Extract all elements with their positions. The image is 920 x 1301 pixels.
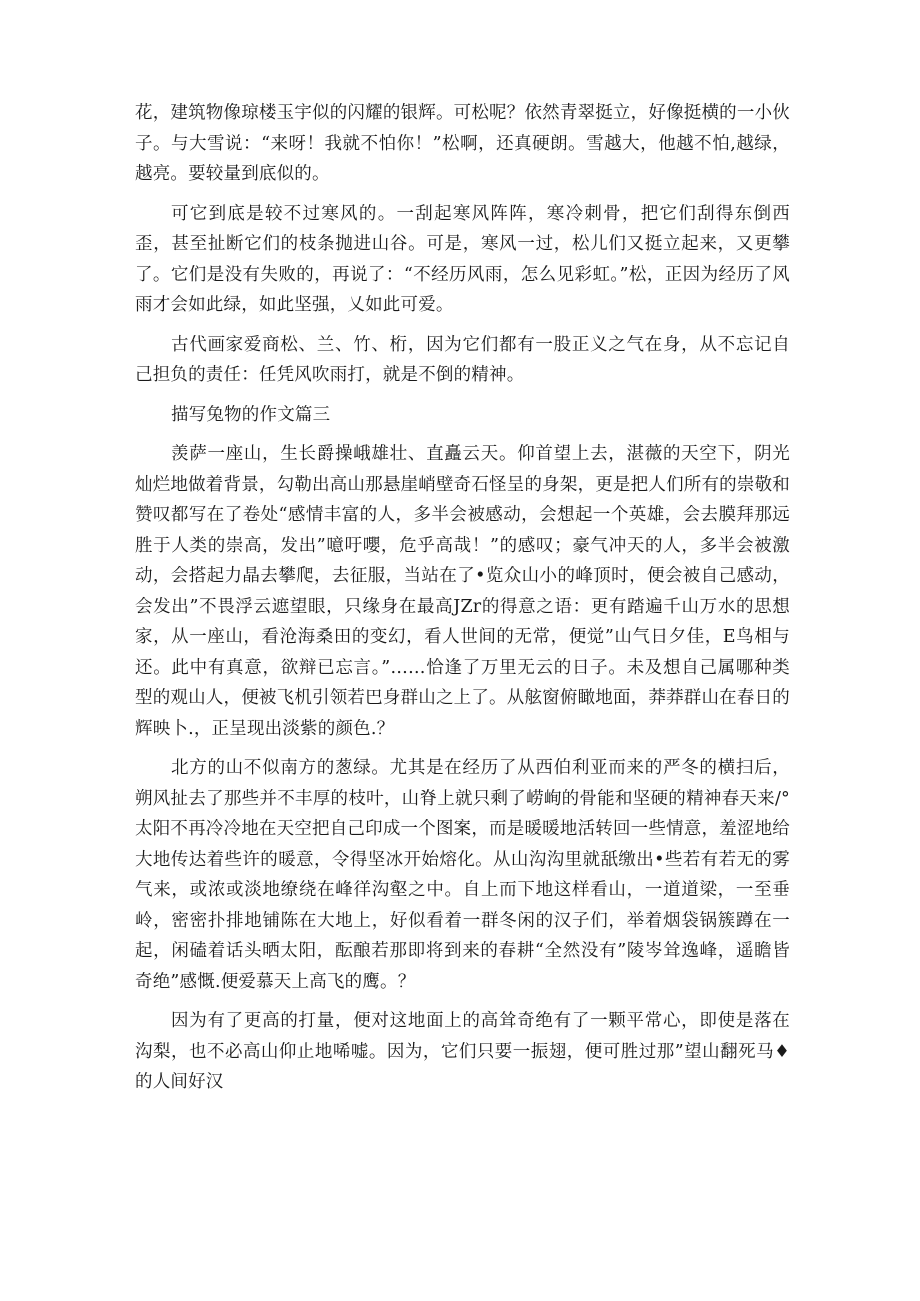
paragraph-ancient-painters: 古代画家爱商松、兰、竹、桁，因为它们都有一股正义之气在身，从不忘记自己担负的责任：任凭风吹雨打，就是不倒的精神。 [135,334,790,385]
paragraph-northern-mountains: 北方的山不似南方的葱绿。尤其是在经历了从西伯利亚而来的严冬的横扫后，朔风扯去了那些并不丰厚的枝叶，山脊上就只剩了崂峋的骨能和坚硬的精神春天来/° 太阳不再冷冷地在天空把自己印成一个图案，而是暖暖地活转回一些情意，羞涩地给大地传达着些许的暖意，令得坚冰开始熔化。从山沟沟里就舐缴出•些若有若无的雾气来，或浓或淡地缭绕在峰徉沟壑之中。自上而下地这样看山，一道道梁，一至垂岭，密密扑排地铺陈在大地上，好似看着一群冬闲的汉子们，举着烟袋锅簇蹲在一起，闲磕着话头晒太阳，酝酿若那即将到来的春耕“全然没有”陵岑耸逸峰，遥瞻皆奇绝”感慨.便爱慕天上高飞的鹰。？ [135,758,790,992]
document-body [135,98,790,1098]
paragraph-pine-snow: 花，建筑物像琼楼玉宇似的闪耀的银辉。可松呢？依然青翠挺立，好像挺横的一小伙子。与大雪说：“来呀！我就不怕你！”松啊，还真硬朗。雪越大，他越不怕,越绿，越亮。要较量到底似的。 [135,103,790,184]
section-heading: 描写兔物的作文篇三 [171,404,331,425]
paragraph-mountain: 羡萨一座山，生长爵操峨雄壮、直矗云天。仰首望上去，湛薇的天空下，阴光灿烂地做着背景，勾勒出高山那悬崖峭壁奇石怪呈的身架，更是把人们所有的崇敬和赞叹都写在了卷处“感情丰富的人，多半会被感动，会想起一个英雄，会去膜拜那远胜于人类的崇高，发出”噫吁嚶，危乎高哉！”的感叹；豪气冲天的人，多半会被激动，会搭起力晶去攀爬，去征服，当站在了•览众山小的峰顶时，便会被自己感动，会发出”不畏浮云遮望眼，只缘身在最高JZr的得意之语：更有踏遍千山万水的思想家，从一座山，看沧海桑田的变幻，看人世间的无常，便觉”山气日夕佳，E鸟相与还。此中有真意，欲辩已忘言。”……恰逢了万里无云的日子。未及想自己属哪种类型的观山人，便被飞机引领若巴身群山之上了。从舷窗俯瞰地面，莽莽群山在春日的辉映卜.，正呈现出淡紫的颜色.？ [135,444,790,739]
paragraph-pine-wind: 可它到底是较不过寒风的。一刮起寒风阵阵，寒冷刺骨，把它们刮得东倒西歪，甚至扯断它们的枝条抛进山谷。可是，寒风一过，松儿们又挺立起来，又更攀了。它们是没有失败的，再说了：“不经历风雨，怎么见彩虹。”松，正因为经历了风雨才会如此绿，如此坚强，乂如此可爱。 [135,203,790,315]
paragraph-higher-view: 因为有了更高的打量，便对这地面上的高耸奇绝有了一颗平常心，即使是落在沟梨，也不必高山仰止地唏嘘。因为，它们只要一振翅，便可胜过那”望山翻死马♦的人间好汉 [135,1011,790,1092]
